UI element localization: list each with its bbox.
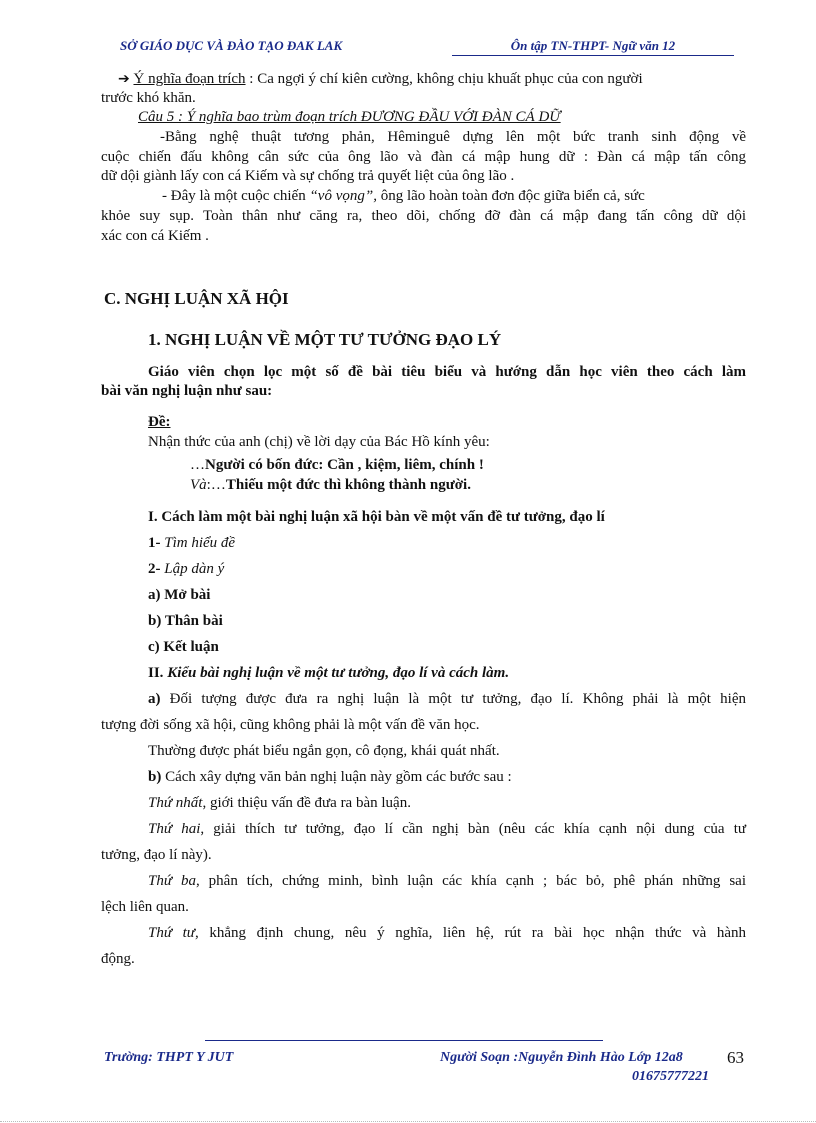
quote-1-prefix: … <box>190 457 205 473</box>
step-2-num: 2- <box>148 561 165 577</box>
fourth-label: Thứ tư <box>148 925 195 941</box>
first-label: Thứ nhất <box>148 795 203 811</box>
step-1-num: 1- <box>148 535 165 551</box>
quote-2-prefix: Và <box>190 477 207 493</box>
step-2-text: Lập dàn ý <box>164 561 225 577</box>
meaning-text: : Ca ngợi ý chí kiên cường, không chịu khuất phục của con người <box>245 71 643 87</box>
second-label: Thứ hai <box>148 821 201 837</box>
ii-a-line2: tượng đời sống xã hội, cũng không phải là một vấn đề văn học. <box>101 717 480 733</box>
quote-2-text: Thiếu một đức thì không thành người. <box>225 477 471 493</box>
ii-a-line1 <box>148 690 746 709</box>
intro-line2: bài văn nghị luận như sau: <box>101 383 273 399</box>
para2-line2: khỏe suy sụp. Toàn thân như căng ra, theo dõi, chống đỡ đàn cá mập đang tấn công dữ dội <box>101 208 746 224</box>
meaning-text-2: trước khó khăn. <box>101 90 196 106</box>
arrow-icon: ➔ <box>118 71 130 87</box>
quote-2 <box>190 476 471 495</box>
fourth-step-line1 <box>148 924 746 943</box>
para2-quote: “vô vọng”, <box>309 188 377 204</box>
part2-num: II. <box>148 665 168 681</box>
second-step-line1 <box>148 820 746 839</box>
part1-title: I. Cách làm một bài nghị luận xã hội bàn về một vấn đề tư tưởng, đạo lí <box>148 509 605 525</box>
para2-post: ông lão hoàn toàn đơn độc giữa biển cả, sức <box>376 188 645 204</box>
footer-school: Trường: THPT Y JUT <box>104 1050 234 1065</box>
ii-b-label: b) <box>148 769 162 785</box>
section-c-title: C. NGHỊ LUẬN XÃ HỘI <box>104 289 289 308</box>
second-step-line2: tưởng, đạo lí này). <box>101 847 212 863</box>
third-step-line2: lệch liên quan. <box>101 899 189 915</box>
ii-b-line <box>148 768 512 787</box>
footer-author: Người Soạn :Nguyễn Đình Hào Lớp 12a8 <box>440 1050 683 1065</box>
part2-title <box>148 664 509 683</box>
page-number: 63 <box>727 1048 744 1067</box>
quote-2-mid: :… <box>206 477 226 493</box>
quote-1 <box>190 456 484 475</box>
meaning-line <box>118 70 746 89</box>
de-label: Đề: <box>148 414 171 430</box>
ii-a-line3: Thường được phát biểu ngắn gọn, cô đọng, khái quát nhất. <box>148 743 500 759</box>
part2-text: Kiểu bài nghị luận về một tư tưởng, đạo lí và cách làm. <box>167 665 510 681</box>
fourth-text1: , khẳng định chung, nêu ý nghĩa, liên hệ, rút ra bài học nhận thức và hành <box>194 925 747 941</box>
intro-line1: Giáo viên chọn lọc một số đề bài tiêu biểu và hướng dẫn học viên theo cách làm <box>148 364 746 380</box>
section-c-subtitle: 1. NGHỊ LUẬN VỀ MỘT TƯ TƯỞNG ĐẠO LÝ <box>148 330 502 349</box>
header-right: Ôn tập TN-THPT- Ngữ văn 12 <box>452 38 734 56</box>
second-text1: , giải thích tư tưởng, đạo lí cần nghị bàn (nêu các khía cạnh nội dung của tư <box>200 821 746 837</box>
meaning-label: Ý nghĩa đoạn trích <box>133 71 246 87</box>
ii-a-text1: Đối tượng được đưa ra nghị luận là một tư tưởng, đạo lí. Không phải là một hiện <box>160 691 746 707</box>
step-1-text: Tìm hiểu đề <box>164 535 236 551</box>
para2-line3: xác con cá Kiếm . <box>101 228 209 244</box>
fourth-step-line2: động. <box>101 951 135 967</box>
outline-b: b) Thân bài <box>148 613 223 629</box>
cau5-title: Câu 5 : Ý nghĩa bao trùm đoạn trích ĐƯƠNG ĐẦU VỚI ĐÀN CÁ DỮ <box>138 109 561 125</box>
de-text: Nhận thức của anh (chị) về lời dạy của Bác Hồ kính yêu: <box>148 434 490 450</box>
first-step <box>148 794 411 813</box>
third-label: Thứ ba <box>148 873 196 889</box>
ii-b-text: Cách xây dựng văn bản nghị luận này gồm các bước sau : <box>161 769 512 785</box>
third-step-line1 <box>148 872 746 891</box>
para1-line2: cuộc chiến đấu không cân sức của ông lão và đàn cá mập hung dữ : Đàn cá mập tấn công <box>101 149 746 165</box>
para1-line1: -Bằng nghệ thuật tương phản, Hêminguê dựng lên một bức tranh sinh động về <box>160 129 746 145</box>
ii-a-label: a) <box>148 691 161 707</box>
first-text: , giới thiệu vấn đề đưa ra bàn luận. <box>202 795 411 811</box>
para2-line1 <box>162 187 746 206</box>
outline-c: c) Kết luận <box>148 639 219 655</box>
step-2 <box>148 560 224 579</box>
third-text1: , phân tích, chứng minh, bình luận các khía cạnh ; bác bỏ, phê phán những sai <box>195 873 746 889</box>
para2-pre: - Đây là một cuộc chiến <box>162 188 310 204</box>
page-edge-divider <box>0 1121 816 1122</box>
footer-phone: 01675777221 <box>632 1069 709 1084</box>
quote-1-text: Người có bốn đức: Cần , kiệm, liêm, chính ! <box>205 457 484 473</box>
footer-rule <box>205 1040 603 1041</box>
header-left: SỞ GIÁO DỤC VÀ ĐÀO TẠO ĐAK LAK <box>120 38 343 53</box>
outline-a: a) Mở bài <box>148 587 211 603</box>
para1-line3: dữ dội giành lấy con cá Kiếm và sự chống trả quyết liệt của ông lão . <box>101 168 515 184</box>
step-1 <box>148 534 235 553</box>
